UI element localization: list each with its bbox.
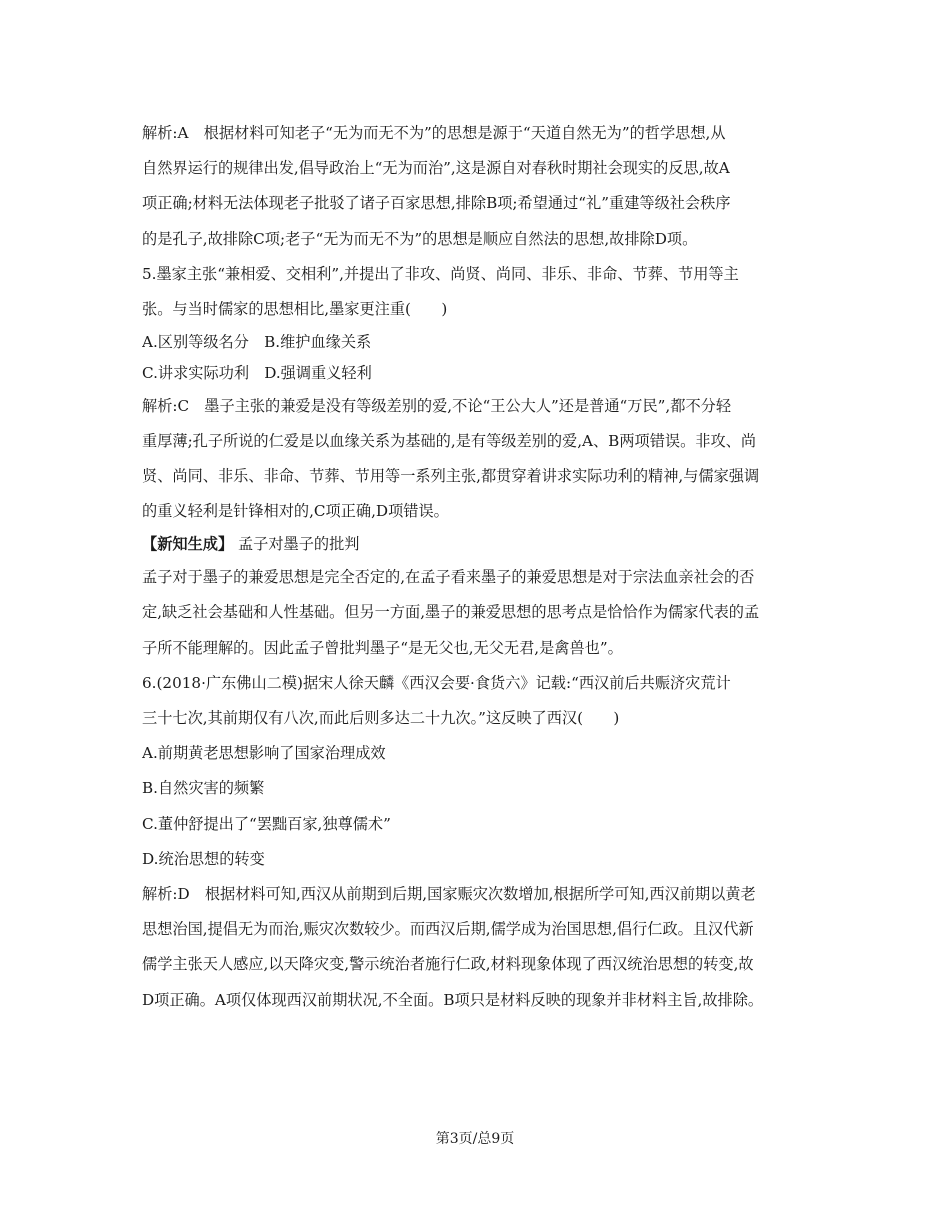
body-line: 定,缺乏社会基础和人性基础。但另一方面,墨子的兼爱思想的思考点是恰恰作为儒家代表的孟: [142, 603, 760, 622]
question-option-line: A.前期黄老思想影响了国家治理成效: [142, 744, 386, 763]
analysis-line: 项正确;材料无法体现老子批驳了诸子百家思想,排除B项;希望通过“礼”重建等级社会秩序: [142, 194, 731, 213]
analysis-line: 解析:A 根据材料可知老子“无为而无不为”的思想是源于“天道自然无为”的哲学思想,从: [142, 124, 726, 142]
question-6: [142, 666, 812, 1018]
question-stem-line: 三十七次,其前期仅有八次,而此后则多达二十九次。”这反映了西汉( ): [142, 709, 620, 728]
body-line: 子所不能理解的。因此孟子曾批判墨子“是无父也,无父无君,是禽兽也”。: [142, 638, 623, 657]
section-tag: 【新知生成】: [142, 535, 234, 554]
question-option-line: A.区别等级名分 B.维护血缘关系: [142, 333, 372, 352]
analysis-line: 自然界运行的规律出发,倡导政治上“无为而治”,这是源自对春秋时期社会现实的反思,故A: [142, 159, 730, 178]
new-knowledge-section: [142, 529, 812, 665]
analysis-line: 解析:C 墨子主张的兼爱是没有等级差别的爱,不论“王公大人”还是普通“万民”,都不分轻: [142, 396, 732, 415]
question-stem-line: 6.(2018·广东佛山二模)据宋人徐天麟《西汉会要·食货六》记载:“西汉前后共赈济灾荒计: [142, 673, 731, 692]
analysis-line: 的是孔子,故排除C项;老子“无为而无不为”的思想是顺应自然法的思想,故排除D项。: [142, 229, 698, 248]
body-line: 孟子对于墨子的兼爱思想是完全否定的,在孟子看来墨子的兼爱思想是对于宗法血亲社会的否: [142, 568, 755, 587]
analysis-line: 重厚薄;孔子所说的仁爱是以血缘关系为基础的,是有等级差别的爱,A、B两项错误。非攻、尚: [142, 431, 757, 450]
q4-analysis: [142, 116, 812, 257]
analysis-line: 思想治国,提倡无为而治,赈灾次数较少。而西汉后期,儒学成为治国思想,倡行仁政。且汉代新: [142, 920, 754, 939]
analysis-line: 解析:D 根据材料可知,西汉从前期到后期,国家赈灾次数增加,根据所学可知,西汉前期以黄老: [142, 884, 756, 903]
section-title: 孟子对墨子的批判: [237, 535, 360, 554]
question-5: [142, 257, 812, 530]
analysis-line: 儒学主张天人感应,以天降灾变,警示统治者施行仁政,材料现象体现了西汉统治思想的转变,故: [142, 955, 754, 974]
page-number-footer: 第3页/总9页: [435, 1131, 515, 1147]
analysis-line: 贤、尚同、非乐、非命、节葬、节用等一系列主张,都贯穿着讲求实际功利的精神,与儒家强调: [142, 467, 760, 486]
section-heading: [142, 529, 812, 560]
page-content: [142, 116, 812, 1018]
question-stem-line: 5.墨家主张“兼相爱、交相利”,并提出了非攻、尚贤、尚同、非乐、非命、节葬、节用等主: [142, 264, 739, 283]
analysis-line: D项正确。A项仅体现西汉前期状况,不全面。B项只是材料反映的现象并非材料主旨,故排除。: [142, 990, 764, 1009]
question-option-line: C.讲求实际功利 D.强调重义轻利: [142, 363, 372, 382]
question-option-line: D.统治思想的转变: [142, 849, 265, 868]
question-option-line: C.董仲舒提出了“罢黜百家,独尊儒术”: [142, 814, 391, 833]
question-stem-line: 张。与当时儒家的思想相比,墨家更注重( ): [142, 299, 448, 318]
question-option-line: B.自然灾害的频繁: [142, 779, 265, 798]
analysis-line: 的重义轻利是针锋相对的,C项正确,D项错误。: [142, 502, 449, 521]
